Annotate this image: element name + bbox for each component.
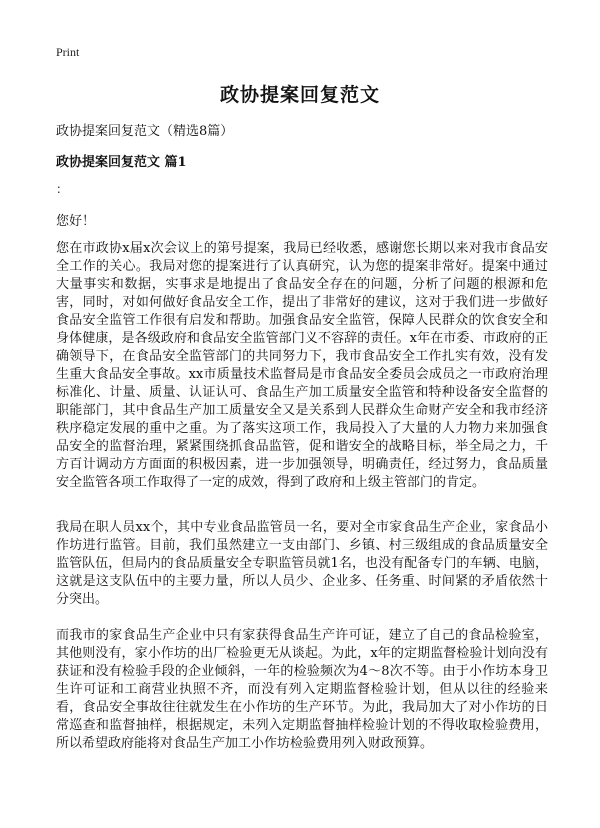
document-subtitle: 政协提案回复范文（精选8篇）	[56, 124, 234, 139]
colon-mark: ：	[56, 182, 69, 196]
body-paragraph-2: 我局在职人员xx个，其中专业食品监管员一名，要对全市家食品生产企业，家食品小作坊进行监管。目前，我们虽然建立一支由部门、乡镇、村三级组成的食品质量安全监管队伍，但局内的食品质量安全专职监管员就1名，也没有配备专门的车辆、电脑，这就是这支队伍中的主要力量，所以人员少、企业多、任务重、时间紧的矛盾依然十分突出。	[56, 520, 548, 607]
document-title: 政协提案回复范文	[219, 84, 380, 106]
greeting: 您好！	[56, 214, 96, 229]
body-paragraph-3: 而我市的家食品生产企业中只有家获得食品生产许可证，建立了自己的食品检验室，其他则没有，家小作坊的出厂检验更无从谈起。为此，x年的定期监督检验计划向没有获证和没有检验手段的企业倾斜，一年的检验频次为4～8次不等。由于小作坊本身卫生许可证和工商营业执照不齐，而没有列入定期监督检验计划，但从以往的经验来看，食品安全事故往往就发生在小作坊的生产环节。为此，我局加大了对小作坊的日常巡查和监督抽样，根据规定，未列入定期监督抽样检验计划的不得收取检验费用，所以希望政府能将对食品生产加工小作坊检验费用列入财政预算。	[56, 628, 548, 751]
section-heading: 政协提案回复范文 篇1	[56, 155, 187, 170]
body-paragraph-1: 您在市政协x届x次会议上的第号提案，我局已经收悉，感谢您长期以来对我市食品安全工作的关心。我局对您的提案进行了认真研究，认为您的提案非常好。提案中通过大量事实和数据，实事求是地提出了食品安全存在的问题，分析了问题的根源和危害，同时，对如何做好食品安全工作，提出了非常好的建议，这对于我们进一步做好食品安全监管工作很有启发和帮助。加强食品安全监管，保障人民群众的饮食安全和身体健康，是各级政府和食品安全监管部门义不容辞的责任。x年在市委、市政府的正确领导下，在食品安全监管部门的共同努力下，我市食品安全工作扎实有效，没有发生重大食品安全事故。xx市质量技术监督局是市食品安全委员会成员之一市政府治理标准化、计量、质量、认证认可、食品生产加工质量安全监管和特种设备安全监督的职能部门，其中食品生产加工质量安全又是关系到人民群众生命财产安全和我市经济秩序稳定发展的重中之重。为了落实这项工作，我局投入了大量的人力物力来加强食品安全的监督治理，紧紧围绕抓食品监管，促和谐安全的战略目标，举全局之力，千方百计调动方方面面的积极因素，进一步加强领导，明确责任，经过努力，食品质量安全监管各项工作取得了一定的成效，得到了政府和上级主管部门的肯定。	[56, 241, 548, 490]
print-link[interactable]: Print	[56, 45, 80, 59]
